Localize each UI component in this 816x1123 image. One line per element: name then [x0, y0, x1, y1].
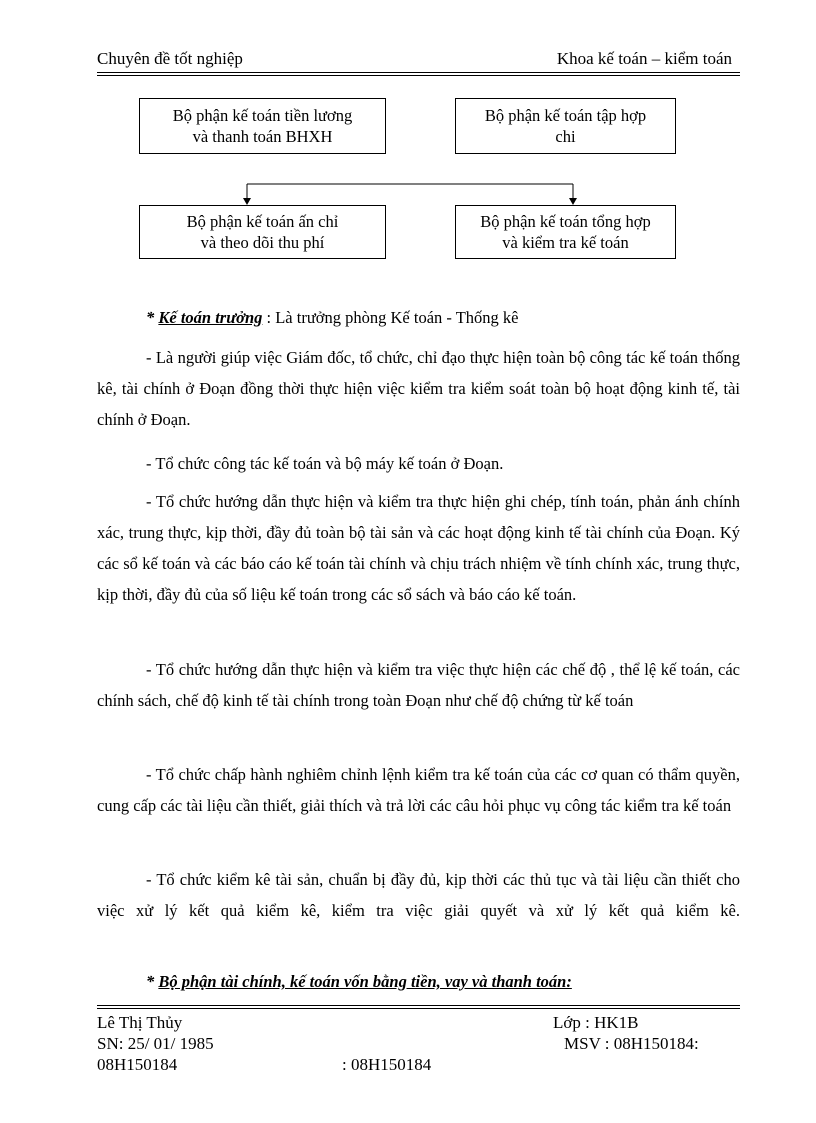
section1-rest: : Là trưởng phòng Kế toán - Thống kê — [262, 308, 519, 327]
footer-id-mid: : 08H150184 — [342, 1055, 432, 1074]
header-left: Chuyên đề tốt nghiệp — [97, 49, 243, 68]
box-cost-line2: chi — [555, 127, 576, 146]
paragraph-5: - Tổ chức chấp hành nghiêm chỉnh lệnh kiểm tra kế toán của các cơ quan có thẩm quyền, cung cấp các tài liệu cần thiết, giải thích và trả lời các câu hỏi phục vụ công tác kiểm tra kế toán — [97, 765, 740, 815]
footer-msv: MSV : 08H150184: — [564, 1034, 699, 1053]
section2-title: Bộ phận tài chính, kế toán vốn bằng tiền, vay và thanh toán: — [158, 972, 572, 991]
box-receipts-line2: và theo dõi thu phí — [200, 233, 325, 252]
footer-id-left: 08H150184 — [97, 1055, 178, 1074]
section-chief-accountant-heading — [146, 302, 740, 333]
box-cost-line1: Bộ phận kế toán tập hợp — [484, 106, 647, 125]
footer-rule-second — [97, 1008, 740, 1009]
paragraph-1: - Là người giúp việc Giám đốc, tổ chức, chỉ đạo thực hiện toàn bộ công tác kế toán thống kê, tài chính ở Đoạn đồng thời thực hiện việc kiểm tra kiểm soát toàn bộ hoạt động kinh tế, tài chính ở Đoạn. — [97, 348, 740, 429]
header-right: Khoa kế toán – kiểm toán — [556, 49, 732, 68]
box-receipts-line1: Bộ phận kế toán ấn chỉ — [186, 212, 339, 231]
box-payroll-line2: và thanh toán BHXH — [192, 127, 333, 146]
section-finance-heading — [146, 966, 740, 997]
diagram-connectors — [0, 0, 816, 300]
footer-class: Lớp : HK1B — [553, 1013, 639, 1032]
footer-dob: SN: 25/ 01/ 1985 — [97, 1034, 214, 1053]
footer-rule — [97, 1005, 740, 1006]
paragraph-6: - Tổ chức kiểm kê tài sản, chuẩn bị đầy đủ, kịp thời các thủ tục và tài liệu cần thiết cho việc xử lý kết quả kiểm kê, kiểm tra việc giải quyết và xử lý kết quả kiểm kê. — [97, 870, 740, 920]
section1-star: * — [146, 308, 159, 327]
box-general-line2: và kiểm tra kế toán — [502, 233, 629, 252]
arrowhead-left — [243, 198, 251, 205]
paragraph-4: - Tổ chức hướng dẫn thực hiện và kiểm tra việc thực hiện các chế độ , thể lệ kế toán, các chính sách, chế độ kinh tế tài chính trong toàn Đoạn như chế độ chứng từ kế toán — [97, 660, 740, 710]
footer-name: Lê Thị Thủy — [97, 1013, 183, 1032]
box-general-line1: Bộ phận kế toán tổng hợp — [480, 212, 651, 231]
paragraph-2: - Tổ chức công tác kế toán và bộ máy kế toán ở Đoạn. — [146, 454, 504, 473]
paragraph-3: - Tổ chức hướng dẫn thực hiện và kiểm tra thực hiện ghi chép, tính toán, phản ánh chính xác, trung thực, kịp thời, đầy đủ toàn bộ tài sản và các hoạt động kinh tế tài chính của Đoạn. Ký các sổ kế toán và các báo cáo kế toán tài chính và chịu trách nhiệm về tính chính xác, trung thực, kịp thời, đầy đủ của số liệu kế toán trong các sổ sách và báo cáo kế toán. — [97, 492, 740, 604]
box-payroll-line1: Bộ phận kế toán tiền lương — [172, 106, 353, 125]
section1-title: Kế toán trưởng — [158, 308, 263, 327]
section2-star: * — [146, 972, 159, 991]
arrowhead-right — [569, 198, 577, 205]
